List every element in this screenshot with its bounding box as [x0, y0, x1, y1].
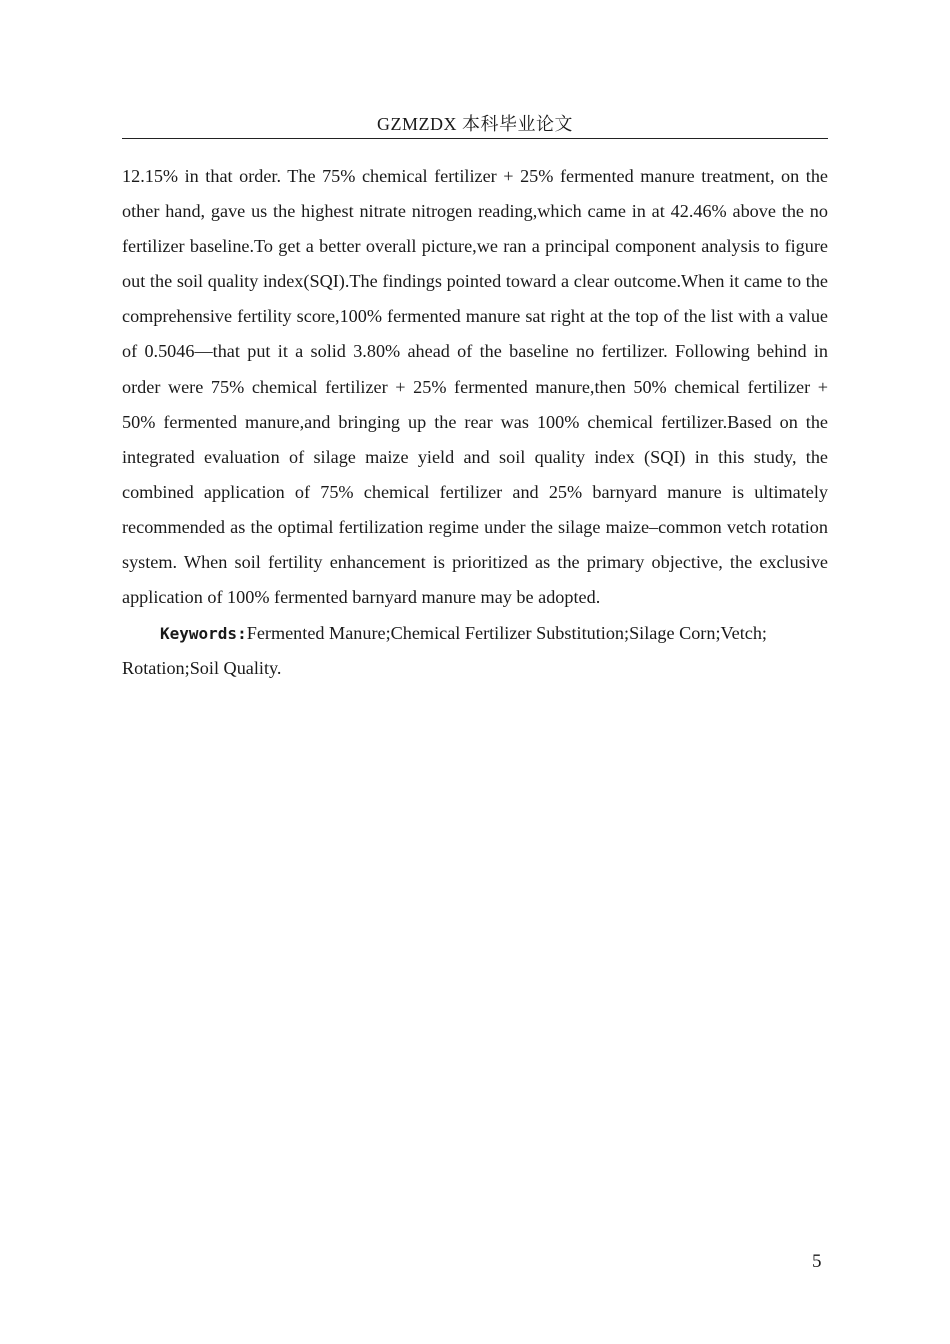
- keywords-text: Fermented Manure;Chemical Fertilizer Substitution;Silage Corn;Vetch; Rotation;Soil Quality.: [122, 623, 767, 678]
- keywords-label: Keywords:: [160, 624, 247, 643]
- keywords-section: [122, 616, 828, 685]
- page-number: 5: [812, 1251, 822, 1272]
- header-title: GZMZDX 本科毕业论文: [377, 114, 573, 134]
- page-header: [122, 112, 828, 139]
- abstract-paragraph: 12.15% in that order. The 75% chemical fertilizer + 25% fermented manure treatment, on the other hand, gave us the highest nitrate nitrogen reading,which came in at 42.46% above the no fertilizer baseline.To get a better overall picture,we ran a principal component analysis to figure out the soil quality index(SQI).The findings pointed toward a clear outcome.When it came to the comprehensive fertility score,100% fermented manure sat right at the top of the list with a value of 0.5046—that put it a solid 3.80% ahead of the baseline no fertilizer. Following behind in order were 75% chemical fertilizer + 25% fermented manure,then 50% chemical fertilizer + 50% fermented manure,and bringing up the rear was 100% chemical fertilizer.Based on the integrated evaluation of silage maize yield and soil quality index (SQI) in this study, the combined application of 75% chemical fertilizer and 25% barnyard manure is ultimately recommended as the optimal fertilization regime under the silage maize–common vetch rotation system. When soil fertility enhancement is prioritized as the primary objective, the exclusive application of 100% fermented barnyard manure may be adopted.: [122, 166, 828, 608]
